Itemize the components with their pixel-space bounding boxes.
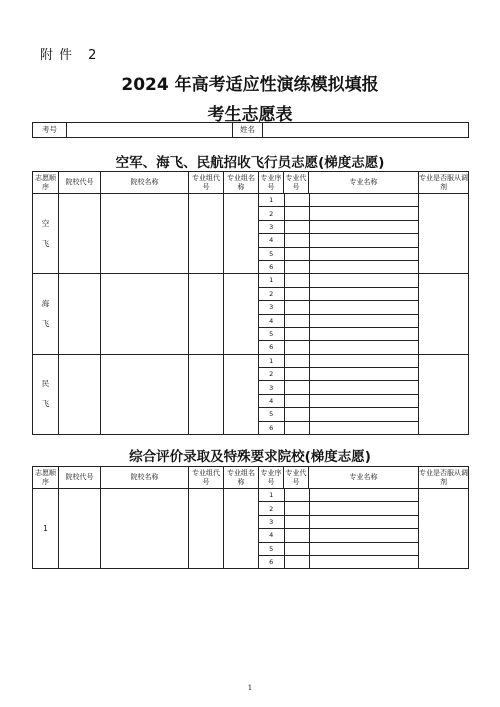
group-code-cell[interactable]	[189, 489, 224, 569]
major-code-cell[interactable]	[284, 529, 309, 542]
major-code-cell[interactable]	[284, 247, 309, 260]
major-seq: 5	[259, 408, 284, 421]
major-name-cell[interactable]	[309, 234, 419, 247]
section2-title: 综合评价录取及特殊要求院校(梯度志愿)	[129, 449, 371, 465]
major-code-cell[interactable]	[284, 260, 309, 273]
major-code-cell[interactable]	[284, 408, 309, 421]
major-name-cell[interactable]	[309, 529, 419, 542]
major-seq: 5	[259, 327, 284, 340]
major-name-cell[interactable]	[309, 341, 419, 354]
major-seq: 1	[259, 274, 284, 287]
school-name-cell[interactable]	[101, 354, 189, 434]
exam-no-label: 考号	[33, 123, 67, 138]
major-name-cell[interactable]	[309, 502, 419, 515]
major-name-cell[interactable]	[309, 355, 419, 368]
major-seq: 3	[259, 381, 284, 394]
col-major-code: 专业代号	[284, 467, 309, 489]
major-code-cell[interactable]	[284, 394, 309, 407]
major-name-cell[interactable]	[309, 287, 419, 300]
group-code-cell[interactable]	[189, 194, 224, 274]
col-group-name: 专业组名称	[224, 467, 259, 489]
col-major-name: 专业名称	[309, 172, 419, 194]
page-subtitle: 考生志愿表	[207, 105, 293, 125]
col-major-name: 专业名称	[309, 467, 419, 489]
major-name-cell[interactable]	[309, 381, 419, 394]
school-code-cell[interactable]	[59, 194, 101, 274]
col-order: 志愿顺序	[33, 467, 59, 489]
col-order: 志愿顺序	[33, 172, 59, 194]
adjust-cell[interactable]	[419, 489, 469, 569]
major-seq: 3	[259, 220, 284, 233]
major-seq: 2	[259, 502, 284, 515]
major-seq: 6	[259, 341, 284, 354]
major-seq: 2	[259, 368, 284, 381]
major-code-cell[interactable]	[284, 381, 309, 394]
major-name-cell[interactable]	[309, 327, 419, 340]
major-code-cell[interactable]	[284, 341, 309, 354]
major-name-cell[interactable]	[309, 489, 419, 502]
adjust-cell[interactable]	[419, 194, 469, 274]
major-name-cell[interactable]	[309, 314, 419, 327]
col-adjust: 专业是否服从调剂	[419, 467, 469, 489]
major-code-cell[interactable]	[284, 301, 309, 314]
major-name-cell[interactable]	[309, 301, 419, 314]
school-code-cell[interactable]	[59, 274, 101, 354]
major-code-cell[interactable]	[284, 489, 309, 502]
col-school-name: 院校名称	[101, 467, 189, 489]
major-seq: 6	[259, 260, 284, 273]
major-code-cell[interactable]	[284, 368, 309, 381]
major-name-cell[interactable]	[309, 408, 419, 421]
page-number: 1	[247, 684, 253, 692]
major-code-cell[interactable]	[284, 274, 309, 287]
major-code-cell[interactable]	[284, 220, 309, 233]
major-seq: 4	[259, 394, 284, 407]
major-name-cell[interactable]	[309, 368, 419, 381]
major-code-cell[interactable]	[284, 207, 309, 220]
candidate-info-table	[32, 122, 469, 138]
major-seq: 6	[259, 421, 284, 434]
col-adjust: 专业是否服从调剂	[419, 172, 469, 194]
major-seq: 2	[259, 287, 284, 300]
major-name-cell[interactable]	[309, 542, 419, 555]
group-name-cell[interactable]	[224, 274, 259, 354]
school-name-cell[interactable]	[101, 194, 189, 274]
group-name-cell[interactable]	[224, 489, 259, 569]
major-code-cell[interactable]	[284, 421, 309, 434]
major-code-cell[interactable]	[284, 355, 309, 368]
major-seq: 3	[259, 301, 284, 314]
major-name-cell[interactable]	[309, 555, 419, 568]
major-list	[259, 355, 419, 434]
major-code-cell[interactable]	[284, 515, 309, 528]
name-label: 姓名	[233, 123, 263, 138]
major-seq: 5	[259, 542, 284, 555]
col-school-code: 院校代号	[59, 467, 101, 489]
major-code-cell[interactable]	[284, 327, 309, 340]
major-name-cell[interactable]	[309, 247, 419, 260]
group-code-cell[interactable]	[189, 354, 224, 434]
major-name-cell[interactable]	[309, 207, 419, 220]
major-seq: 3	[259, 515, 284, 528]
attachment-label: 附件 2	[40, 48, 103, 63]
major-code-cell[interactable]	[284, 287, 309, 300]
major-seq: 1	[259, 489, 284, 502]
major-seq: 5	[259, 247, 284, 260]
exam-no-field[interactable]	[67, 123, 233, 138]
major-seq: 4	[259, 314, 284, 327]
major-name-cell[interactable]	[309, 394, 419, 407]
major-code-cell[interactable]	[284, 502, 309, 515]
page-title: 2024 年高考适应性演练模拟填报	[121, 75, 379, 95]
major-code-cell[interactable]	[284, 314, 309, 327]
major-code-cell[interactable]	[284, 234, 309, 247]
group-name-cell[interactable]	[224, 354, 259, 434]
group-label-navy: 海 飞	[33, 274, 59, 354]
choice-order-1: 1	[33, 489, 59, 569]
major-seq: 4	[259, 234, 284, 247]
major-list	[259, 489, 419, 568]
school-name-cell[interactable]	[101, 489, 189, 569]
major-seq: 1	[259, 355, 284, 368]
school-name-cell[interactable]	[101, 274, 189, 354]
major-name-cell[interactable]	[309, 421, 419, 434]
major-name-cell[interactable]	[309, 260, 419, 273]
col-major-seq: 专业序号	[259, 467, 284, 489]
col-school-name: 院校名称	[101, 172, 189, 194]
comprehensive-choice-table	[32, 466, 469, 569]
pilot-choice-table	[32, 171, 469, 435]
major-seq: 6	[259, 555, 284, 568]
group-code-cell[interactable]	[189, 274, 224, 354]
name-field[interactable]	[263, 123, 469, 138]
adjust-cell[interactable]	[419, 274, 469, 354]
col-group-name: 专业组名称	[224, 172, 259, 194]
col-school-code: 院校代号	[59, 172, 101, 194]
adjust-cell[interactable]	[419, 354, 469, 434]
major-seq: 2	[259, 207, 284, 220]
group-label-civil: 民 飞	[33, 354, 59, 434]
section1-title: 空军、海飞、民航招收飞行员志愿(梯度志愿)	[115, 155, 385, 171]
col-group-code: 专业组代号	[189, 467, 224, 489]
group-label-air-force: 空 飞	[33, 194, 59, 274]
school-code-cell[interactable]	[59, 489, 101, 569]
col-major-code: 专业代号	[284, 172, 309, 194]
col-major-seq: 专业序号	[259, 172, 284, 194]
major-list	[259, 274, 419, 353]
major-code-cell[interactable]	[284, 555, 309, 568]
major-code-cell[interactable]	[284, 194, 309, 207]
group-name-cell[interactable]	[224, 194, 259, 274]
major-list	[259, 194, 419, 273]
school-code-cell[interactable]	[59, 354, 101, 434]
major-name-cell[interactable]	[309, 220, 419, 233]
major-name-cell[interactable]	[309, 194, 419, 207]
major-name-cell[interactable]	[309, 515, 419, 528]
major-name-cell[interactable]	[309, 274, 419, 287]
col-group-code: 专业组代号	[189, 172, 224, 194]
major-code-cell[interactable]	[284, 542, 309, 555]
major-seq: 1	[259, 194, 284, 207]
major-seq: 4	[259, 529, 284, 542]
